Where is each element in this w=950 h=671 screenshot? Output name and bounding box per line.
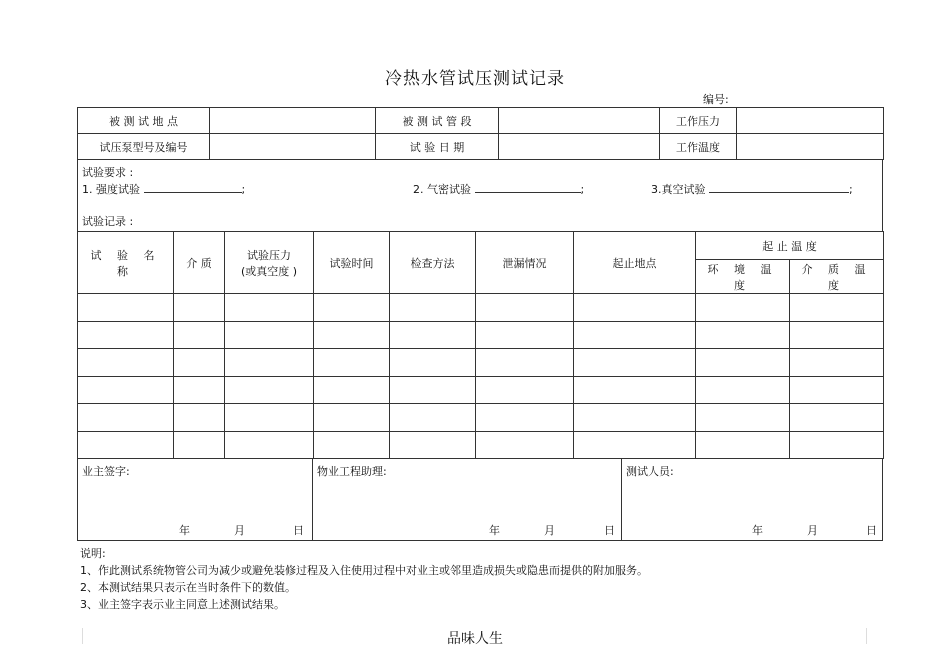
working-temperature-label: 工作温度 [660, 134, 737, 160]
notes-heading: 说明: [80, 547, 106, 560]
col-start-end-temperature: 起 止 温 度 [696, 232, 884, 260]
table-row [78, 349, 884, 377]
airtight-test-blank[interactable] [475, 182, 581, 193]
strength-test-blank[interactable] [144, 182, 242, 193]
table-cell[interactable] [574, 294, 696, 322]
table-cell[interactable] [174, 321, 225, 349]
page-footer: 品味人生 [447, 631, 503, 647]
table-cell[interactable] [476, 349, 574, 377]
working-pressure-label: 工作压力 [660, 108, 737, 134]
table-cell[interactable] [78, 349, 174, 377]
table-cell[interactable] [696, 404, 790, 432]
table-cell[interactable] [790, 404, 884, 432]
table-cell[interactable] [174, 349, 225, 377]
col-medium: 介 质 [174, 232, 225, 294]
table-cell[interactable] [390, 404, 476, 432]
table-cell[interactable] [390, 321, 476, 349]
table-cell[interactable] [174, 404, 225, 432]
table-cell[interactable] [78, 431, 174, 459]
col-test-name: 试 验 名 称 [78, 232, 174, 294]
table-cell[interactable] [390, 376, 476, 404]
table-cell[interactable] [390, 294, 476, 322]
table-cell[interactable] [225, 431, 314, 459]
table-cell[interactable] [790, 349, 884, 377]
table-cell[interactable] [78, 321, 174, 349]
table-cell[interactable] [696, 431, 790, 459]
year-label: 年 [489, 524, 500, 537]
record-heading: 试验记录 : [82, 215, 134, 228]
signature-section [77, 458, 883, 541]
table-cell[interactable] [225, 376, 314, 404]
table-cell[interactable] [174, 376, 225, 404]
table-cell[interactable] [574, 321, 696, 349]
test-location-field[interactable] [210, 108, 376, 134]
table-cell[interactable] [574, 376, 696, 404]
serial-number-label: 编号: [703, 93, 729, 106]
pump-model-field[interactable] [210, 134, 376, 160]
col-start-end-location: 起止地点 [574, 232, 696, 294]
notes-section [80, 545, 648, 613]
table-cell[interactable] [78, 376, 174, 404]
table-cell[interactable] [476, 376, 574, 404]
table-cell[interactable] [225, 294, 314, 322]
strength-test-item [82, 181, 245, 197]
table-cell[interactable] [696, 294, 790, 322]
vacuum-test-blank[interactable] [709, 182, 849, 193]
table-cell[interactable] [696, 321, 790, 349]
note-item: 2、本测试结果只表示在当时条件下的数值。 [80, 581, 296, 594]
table-cell[interactable] [790, 431, 884, 459]
test-date-label: 试 验 日 期 [376, 134, 499, 160]
table-row [78, 321, 884, 349]
working-pressure-field[interactable] [737, 108, 884, 134]
semicolon: ; [849, 183, 853, 196]
table-cell[interactable] [696, 349, 790, 377]
table-cell[interactable] [314, 321, 390, 349]
table-cell[interactable] [225, 321, 314, 349]
semicolon: ; [241, 183, 246, 196]
table-cell[interactable] [390, 431, 476, 459]
table-cell[interactable] [78, 294, 174, 322]
col-test-time: 试验时间 [314, 232, 390, 294]
table-row [78, 404, 884, 432]
info-table [77, 107, 884, 160]
record-table [77, 231, 884, 459]
day-label: 日 [604, 524, 615, 537]
month-label: 月 [234, 524, 245, 537]
working-temperature-field[interactable] [737, 134, 884, 160]
table-row [78, 294, 884, 322]
strength-test-label: 1. 强度试验 [82, 183, 140, 196]
page-title: 冷热水管试压测试记录 [385, 69, 565, 89]
table-cell[interactable] [574, 404, 696, 432]
tester-signature-label: 测试人员: [626, 465, 674, 478]
month-label: 月 [544, 524, 555, 537]
table-cell[interactable] [696, 376, 790, 404]
table-cell[interactable] [390, 349, 476, 377]
year-label: 年 [752, 524, 763, 537]
test-date-field[interactable] [499, 134, 660, 160]
table-cell[interactable] [174, 431, 225, 459]
year-label: 年 [179, 524, 190, 537]
test-location-label: 被 测 试 地 点 [78, 108, 210, 134]
pump-model-label: 试压泵型号及编号 [78, 134, 210, 160]
airtight-test-item [413, 181, 584, 197]
table-cell[interactable] [225, 404, 314, 432]
month-label: 月 [807, 524, 818, 537]
table-cell[interactable] [476, 321, 574, 349]
table-cell[interactable] [574, 349, 696, 377]
table-cell[interactable] [790, 376, 884, 404]
table-cell[interactable] [314, 349, 390, 377]
requirements-section [77, 160, 883, 231]
table-cell[interactable] [314, 431, 390, 459]
tester-signature-box[interactable] [621, 458, 883, 541]
owner-signature-label: 业主签字: [82, 465, 130, 478]
table-cell[interactable] [314, 404, 390, 432]
col-medium-temperature: 介 质 温 度 [790, 260, 884, 294]
test-section-field[interactable] [499, 108, 660, 134]
test-section-label: 被 测 试 管 段 [376, 108, 499, 134]
owner-signature-box[interactable] [77, 458, 313, 541]
table-cell[interactable] [314, 294, 390, 322]
note-item: 1、作此测试系统物管公司为减少或避免装修过程及入住使用过程中对业主或邻里造成损失或隐患而提供的附加服务。 [80, 564, 648, 577]
table-cell[interactable] [314, 376, 390, 404]
col-test-pressure: 试验压力 (或真空度 ) [225, 232, 314, 294]
table-cell[interactable] [225, 349, 314, 377]
airtight-test-label: 2. 气密试验 [413, 183, 471, 196]
semicolon: ; [580, 183, 585, 196]
vacuum-test-label: 3.真空试验 [651, 183, 706, 196]
table-cell[interactable] [78, 404, 174, 432]
table-cell[interactable] [574, 431, 696, 459]
day-label: 日 [293, 524, 304, 537]
col-leakage: 泄漏情况 [476, 232, 574, 294]
table-cell[interactable] [790, 294, 884, 322]
assistant-signature-label: 物业工程助理: [317, 465, 387, 478]
table-cell[interactable] [174, 294, 225, 322]
table-cell[interactable] [476, 431, 574, 459]
table-cell[interactable] [476, 294, 574, 322]
col-check-method: 检查方法 [390, 232, 476, 294]
assistant-signature-box[interactable] [312, 458, 622, 541]
table-cell[interactable] [790, 321, 884, 349]
table-row [78, 376, 884, 404]
requirements-heading: 试验要求 : [82, 166, 134, 179]
vacuum-test-item [651, 181, 853, 197]
table-row [78, 431, 884, 459]
table-cell[interactable] [476, 404, 574, 432]
note-item: 3、业主签字表示业主同意上述测试结果。 [80, 598, 285, 611]
col-environment-temperature: 环 境 温 度 [696, 260, 790, 294]
day-label: 日 [866, 524, 877, 537]
